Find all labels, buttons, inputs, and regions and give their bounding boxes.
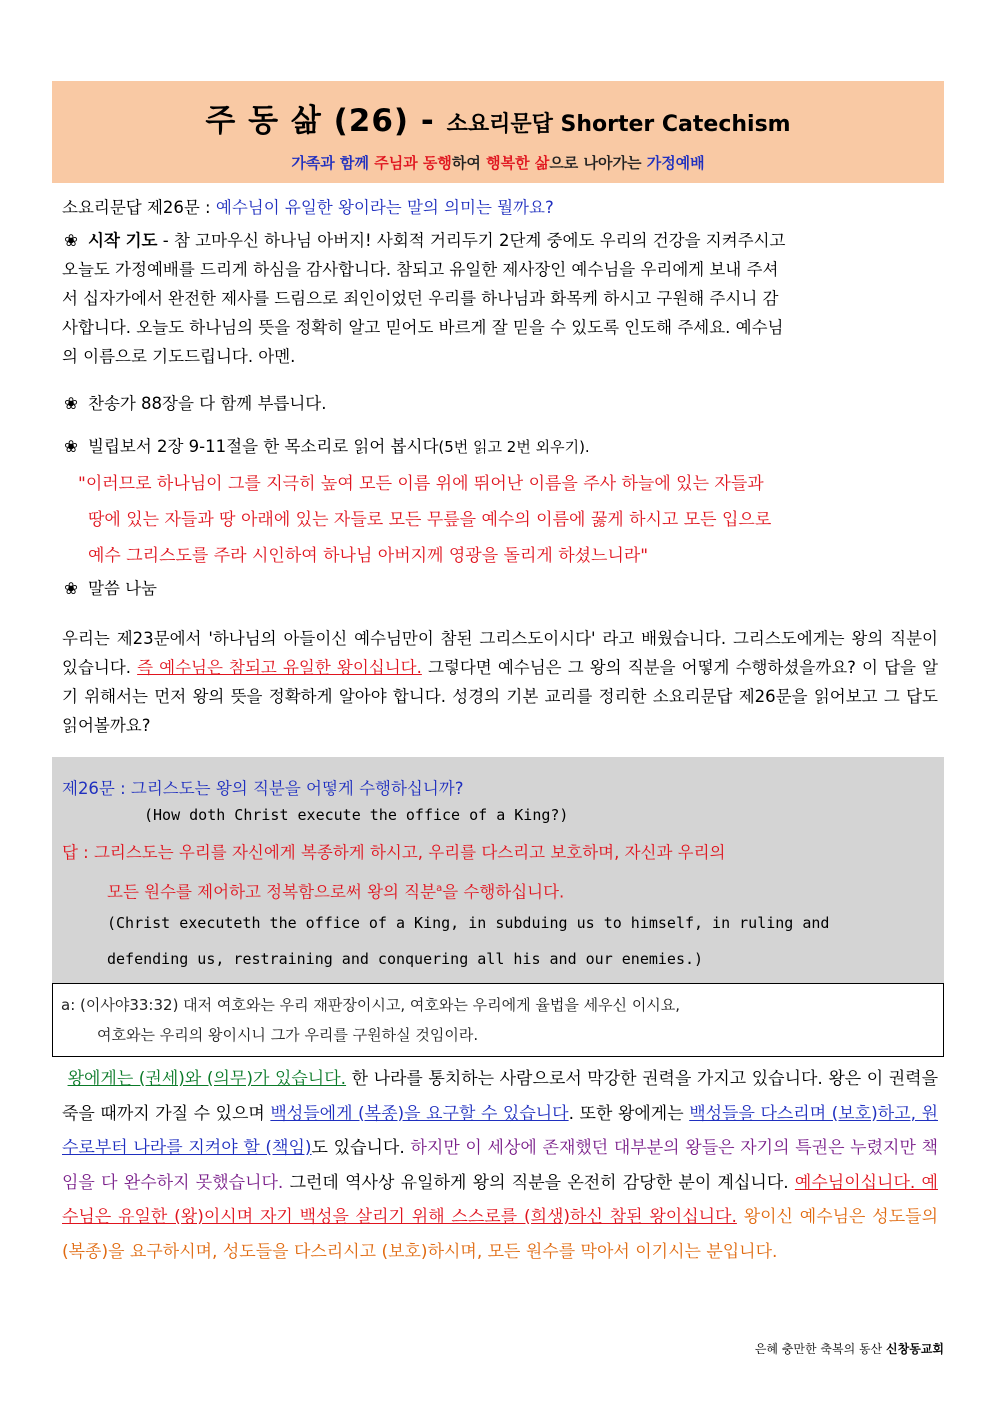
catechism-qa-box bbox=[52, 757, 944, 983]
footnote-line-2: 여호와는 우리의 왕이시니 그가 우리를 구원하실 것임이라. bbox=[97, 1026, 479, 1044]
footnote-box bbox=[52, 983, 944, 1057]
flower-bullet-icon: ❀ bbox=[64, 579, 78, 598]
subtitle-segment: 주님과 bbox=[374, 154, 423, 172]
flower-bullet-icon: ❀ bbox=[64, 437, 78, 456]
qa-answer-line-1: 답 : 그리스도는 우리를 자신에게 복종하게 하시고, 우리를 다스리고 보호하며, 자신과 우리의 bbox=[62, 843, 726, 862]
intro-highlight: 즉 예수님은 참되고 유일한 왕이십니다. bbox=[137, 658, 422, 677]
qa-question: 제26문 : 그리스도는 왕의 직분을 어떻게 수행하십니까? bbox=[62, 779, 464, 798]
footnote-marker: a bbox=[436, 883, 443, 894]
intro-part-1: 우리는 제23문에서 '하나님의 아들이신 예수님만이 참된 그리스도이시다' 라고 배웠습니다. 그리스도에게는 왕의 직분이 있습니다. bbox=[62, 629, 938, 677]
reading-note: (5번 읽고 2번 외우기). bbox=[438, 438, 590, 456]
prayer-line-3: 서 십자가에서 완전한 제사를 드림으로 죄인이었던 우리를 하나님과 화목케 하시고 구원해 주시니 감 bbox=[62, 289, 779, 308]
hymn-text: 찬송가 88장을 다 함께 부릅니다. bbox=[88, 394, 327, 413]
closing-orange: 왕이신 예수님은 성도들의 (복종)을 요구하시며, 성도들을 다스리시고 (보호)하시며, 모든 원수를 막아서 이기시는 분입니다. bbox=[62, 1207, 938, 1262]
qa-answer-english-line-1: (Christ executeth the office of a King, in subduing us to himself, in ruling and bbox=[107, 914, 830, 932]
footnote-text bbox=[61, 990, 680, 1050]
church-name: 신창동교회 bbox=[886, 1342, 944, 1356]
title-main: 주 동 삶 (26) - bbox=[205, 103, 447, 139]
verse-line: 예수 그리스도를 주라 시인하여 하나님 아버지께 영광을 돌리게 하셨느니라" bbox=[88, 546, 649, 566]
intro-paragraph bbox=[62, 624, 938, 740]
footer-text: 은혜 충만한 축복의 동산 bbox=[754, 1342, 887, 1356]
page-title bbox=[52, 95, 944, 140]
subtitle-segment: 하여 bbox=[451, 154, 487, 172]
closing-paragraph bbox=[62, 1062, 938, 1269]
subtitle-segment: 가정예배 bbox=[646, 154, 705, 172]
prayer-line-4: 사합니다. 오늘도 하나님의 뜻을 정확히 알고 믿어도 바르게 잘 믿을 수 있도록 인도해 주세요. 예수님 bbox=[62, 318, 784, 337]
flower-bullet-icon: ❀ bbox=[64, 394, 78, 413]
verse-line: "이러므로 하나님이 그를 지극히 높여 모든 이름 위에 뛰어난 이름을 주사 하늘에 있는 자들과 bbox=[78, 474, 764, 494]
qa-answer-english bbox=[107, 905, 829, 977]
closing-green: 왕에게는 (권세)와 (의무)가 있습니다. bbox=[67, 1069, 347, 1089]
hymn-line bbox=[62, 389, 938, 418]
title-sub: 소요리문답 Shorter Catechism bbox=[446, 112, 791, 137]
question-text: 예수님이 유일한 왕이라는 말의 의미는 뭘까요? bbox=[215, 198, 554, 217]
qa-question-english: (How doth Christ execute the office of a King?) bbox=[144, 806, 569, 824]
sharing-heading: 말씀 나눔 bbox=[88, 579, 158, 598]
scripture-verse bbox=[78, 466, 938, 574]
closing-text-6: 도 있습니다. bbox=[311, 1138, 411, 1158]
footer bbox=[755, 1340, 944, 1357]
flower-bullet-icon: ❀ bbox=[64, 231, 78, 250]
intro-part-3: 그렇다면 예수님은 그 왕의 직분을 어떻게 수행하셨을까요? 이 답을 알기 위해서는 먼저 왕의 뜻을 정확하게 알아야 합니다. 성경의 기본 교리를 정리한 소요리문답 제26문을 읽어보고 그 답도 읽어볼까요? bbox=[62, 658, 939, 735]
page-subtitle bbox=[52, 152, 944, 173]
closing-blue-2: 백성들을 다스리며 (보호)하고, 원수로부터 나라를 지켜야 할 (책임) bbox=[62, 1103, 938, 1158]
verse-line: 땅에 있는 자들과 땅 아래에 있는 자들로 모든 무릎을 예수의 이름에 꿇게 하시고 모든 입으로 bbox=[88, 510, 772, 530]
subtitle-segment: 동행 bbox=[422, 154, 452, 172]
prayer-line-2: 오늘도 가정예배를 드리게 하심을 감사합니다. 참되고 유일한 제사장인 예수님을 우리에게 보내 주셔 bbox=[62, 260, 779, 279]
footnote-line-1: a: (이사야33:32) 대저 여호와는 우리 재판장이시고, 여호와는 우리에게 율법을 세우신 이시요, bbox=[61, 996, 681, 1014]
qa-answer-line-2-end: 을 수행하십니다. bbox=[442, 882, 565, 902]
qa-answer-english-line-2: defending us, restraining and conquering all his and our enemies.) bbox=[107, 950, 704, 968]
qa-answer-line-2: 모든 원수를 제어하고 정복함으로써 왕의 직분 bbox=[107, 882, 437, 902]
qa-answer bbox=[62, 835, 726, 911]
question-label: 소요리문답 제26문 : bbox=[62, 198, 216, 217]
prayer-line-1: - 참 고마우신 하나님 아버지! 사회적 거리두기 2단계 중에도 우리의 건강을 지켜주시고 bbox=[157, 231, 786, 250]
prayer-heading: 시작 기도 bbox=[88, 231, 158, 250]
subtitle-segment: 삶 bbox=[534, 154, 550, 172]
closing-text-2: 한 나라를 통치하는 사람으로서 막강한 권력을 가지고 있습니다. 왕은 이 권력을 죽을 때까지 가질 수 있으며 bbox=[62, 1069, 939, 1124]
closing-purple: 하지만 이 세상에 존재했던 대부분의 왕들은 자기의 특권은 누렸지만 책임을 다 완수하지 못했습니다. bbox=[62, 1138, 938, 1193]
sharing-heading-line bbox=[62, 574, 938, 603]
reading-text: 빌립보서 2장 9-11절을 한 목소리로 읽어 봅시다 bbox=[88, 437, 439, 456]
reading-line bbox=[62, 432, 938, 462]
closing-red: 예수님이십니다. 예수님은 유일한 (왕)이시며 자기 백성을 살리기 위해 스스로를 (희생)하신 참된 왕이십니다. bbox=[62, 1172, 938, 1227]
prayer-line-5: 의 이름으로 기도드립니다. 아멘. bbox=[62, 347, 296, 366]
catechism-question-line bbox=[62, 193, 938, 222]
closing-text-8: 그런데 역사상 유일하게 왕의 직분을 온전히 감당한 분이 계십니다. bbox=[283, 1172, 795, 1193]
closing-blue-1: 백성들에게 (복종)을 요구할 수 있습니다 bbox=[270, 1103, 569, 1124]
closing-text-4: . 또한 왕에게는 bbox=[568, 1103, 690, 1124]
opening-prayer bbox=[62, 226, 938, 371]
subtitle-segment: 행복한 bbox=[486, 154, 535, 172]
subtitle-segment: 가족과 함께 bbox=[291, 154, 375, 172]
title-banner bbox=[52, 81, 944, 183]
subtitle-segment: 으로 나아가는 bbox=[549, 154, 647, 172]
